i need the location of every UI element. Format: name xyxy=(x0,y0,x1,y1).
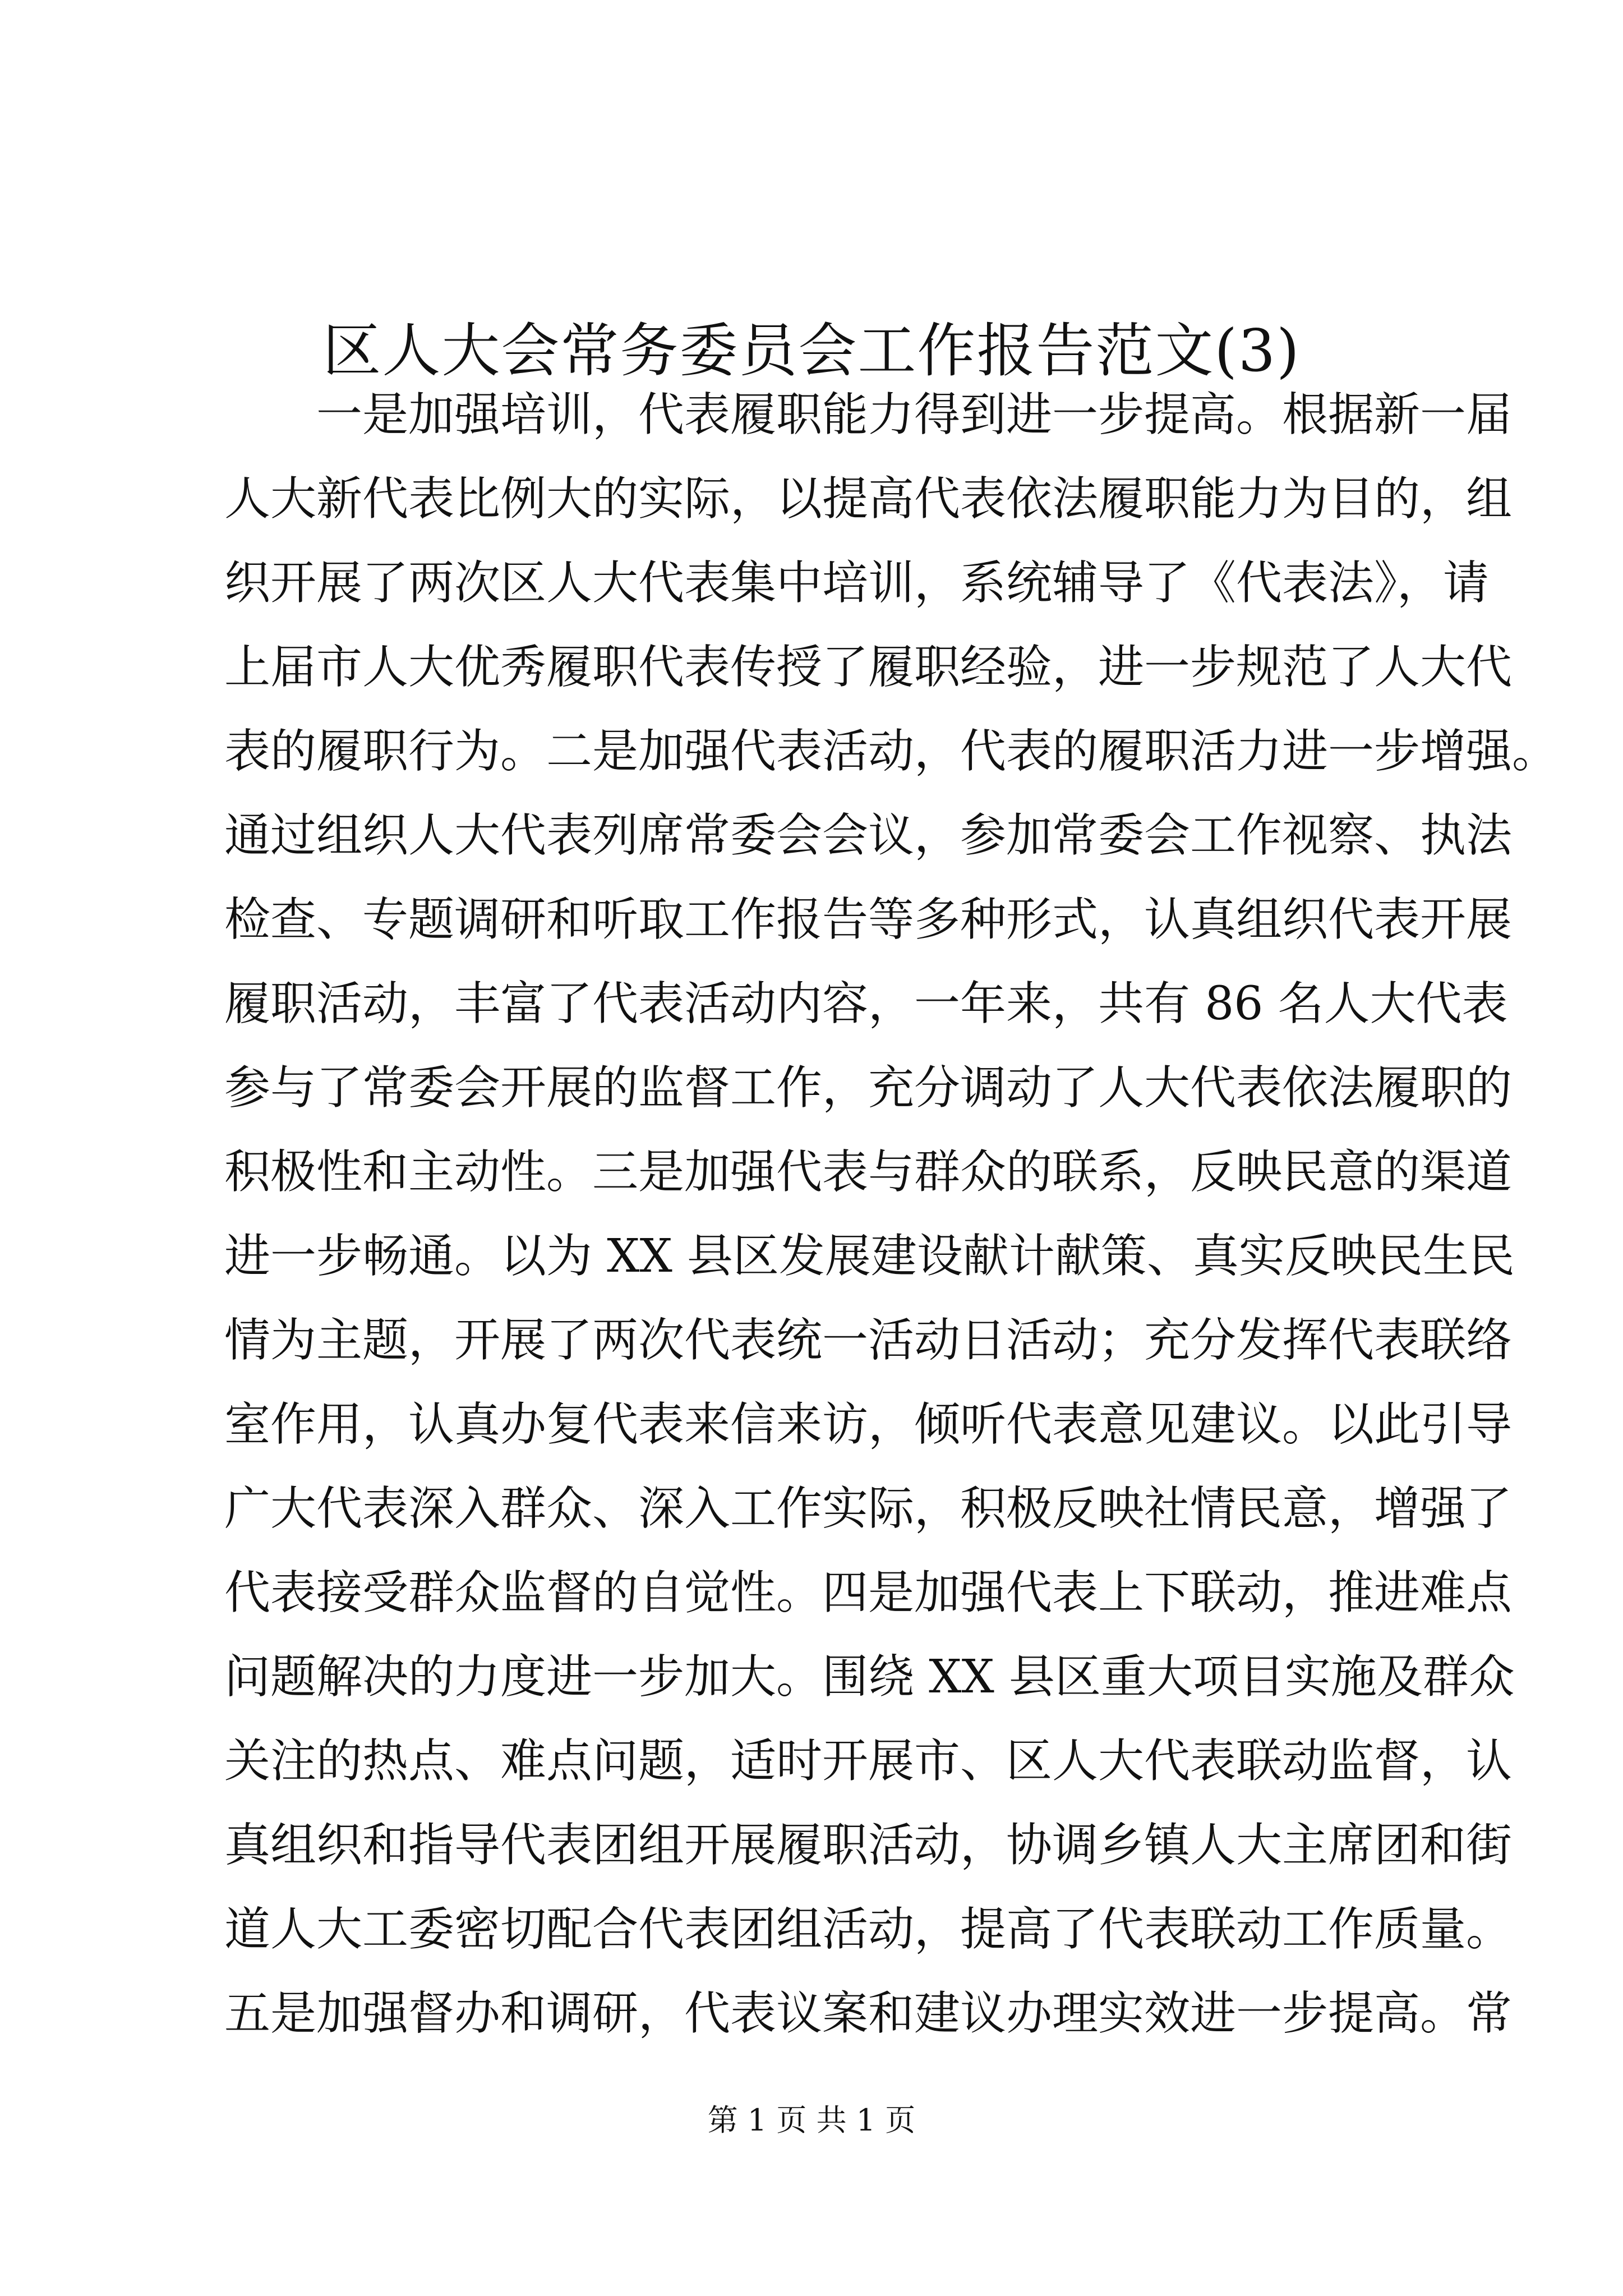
body-line: 道人大工委密切配合代表团组活动，提高了代表联动工作质量。 xyxy=(224,1903,1513,1956)
page-footer: 第 1 页 共 1 页 xyxy=(707,2102,916,2138)
document-body xyxy=(224,373,1559,2056)
body-line: 参与了常委会开展的监督工作，充分调动了人大代表依法履职的 xyxy=(224,1061,1513,1115)
body-line: 真组织和指导代表团组开展履职活动，协调乡镇人大主席团和街 xyxy=(224,1819,1513,1872)
body-line: 检查、专题调研和听取工作报告等多种形式，认真组织代表开展 xyxy=(224,893,1513,946)
body-line: 人大新代表比例大的实际，以提高代表依法履职能力为目的，组 xyxy=(224,472,1513,526)
body-line: 上届市人大优秀履职代表传授了履职经验，进一步规范了人大代 xyxy=(224,641,1513,694)
body-line: 积极性和主动性。三是加强代表与群众的联系，反映民意的渠道 xyxy=(224,1145,1513,1199)
body-line: 室作用，认真办复代表来信来访，倾听代表意见建议。以此引导 xyxy=(224,1398,1513,1451)
body-line: 关注的热点、难点问题，适时开展市、区人大代表联动监督，认 xyxy=(224,1734,1513,1788)
body-line: 履职活动，丰富了代表活动内容，一年来，共有 86 名人大代表 xyxy=(224,977,1508,1030)
body-line: 五是加强督办和调研，代表议案和建议办理实效进一步提高。常 xyxy=(224,1987,1513,2040)
body-line: 织开展了两次区人大代表集中培训，系统辅导了《代表法》，请 xyxy=(224,556,1490,610)
body-line: 进一步畅通。以为 XX 县区发展建设献计献策、真实反映民生民 xyxy=(224,1230,1515,1283)
body-line: 表的履职行为。二是加强代表活动，代表的履职活力进一步增强。 xyxy=(224,725,1559,778)
body-line: 代表接受群众监督的自觉性。四是加强代表上下联动，推进难点 xyxy=(224,1566,1513,1619)
body-line: 情为主题，开展了两次代表统一活动日活动；充分发挥代表联络 xyxy=(224,1314,1513,1367)
body-line: 通过组织人大代表列席常委会会议，参加常委会工作视察、执法 xyxy=(224,809,1513,862)
document-title: 区人大会常务委员会工作报告范文(3) xyxy=(322,316,1301,385)
body-line: 一是加强培训，代表履职能力得到进一步提高。根据新一届 xyxy=(316,388,1513,441)
body-line: 广大代表深入群众、深入工作实际，积极反映社情民意，增强了 xyxy=(224,1482,1513,1535)
body-line: 问题解决的力度进一步加大。围绕 XX 县区重大项目实施及群众 xyxy=(224,1650,1515,1704)
